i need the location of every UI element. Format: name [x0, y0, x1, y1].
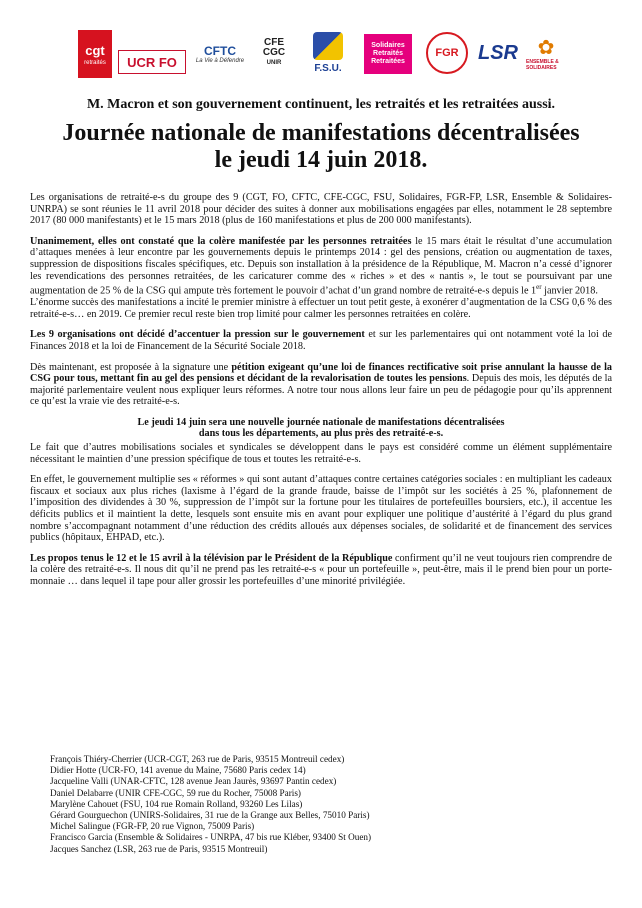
logo-bar: [78, 30, 568, 80]
signatory: Francisco Garcia (Ensemble & Solidaires - UNRPA, 47 bis rue Kléber, 93400 St Ouen): [50, 832, 372, 843]
announcement-line-2: dans tous les départements, au plus près des retraité-e-s.: [198, 428, 444, 440]
signatory: Jacques Sanchez (LSR, 263 rue de Paris, 93515 Montreuil): [50, 843, 268, 854]
ucr-fo-logo: [118, 50, 186, 74]
fgr-logo-text: FGR: [435, 47, 459, 59]
title-line-1: Journée nationale de manifestations décentralisées: [62, 120, 580, 146]
cfe-logo-text: CFE: [264, 37, 284, 48]
signatory: Daniel Delabarre (UNIR CFE-CGC, 59 rue du Rocher, 75008 Paris): [50, 787, 301, 798]
document-body: [30, 192, 612, 597]
cgc-logo-text: CGC: [262, 47, 286, 58]
unir-logo-text: UNIR: [266, 60, 282, 66]
paragraph-pressure-bold: Les 9 organisations ont décidé d’accentuer la pression sur le gouvernement: [30, 329, 365, 341]
cgt-logo-sub: retraités: [84, 59, 106, 66]
announcement-line-1: Le jeudi 14 juin sera une nouvelle journée nationale de manifestations décentralisées: [137, 416, 505, 428]
signatory: Michel Salingue (FGR-FP, 20 rue Vignon, 75009 Paris): [50, 821, 255, 832]
paragraph-anger-end: janvier 2018.: [541, 285, 598, 297]
paragraph-intro: Les organisations de retraité-e-s du groupe des 9 (CGT, FO, CFTC, CFE-CGC, FSU, Solidaires, FGR-FP, LSR, Ensemble & Solidaires-UNRPA) se sont réunies le 11 avril 2018 pour décider des suites à donner aux mobilisations engagées par elles, notamment le 28 septembre 2017 (80 000 manifestants) et le 15 mars 2018 (plus de 160 manifestations et plus de 200 000 manifestants).: [30, 192, 612, 227]
signatory: Gérard Gourguechon (UNIRS-Solidaires, 31 rue de la Grange aux Belles, 75010 Paris): [50, 810, 370, 821]
signatory: Didier Hotte (UCR-FO, 141 avenue du Maine, 75680 Paris cedex 14): [50, 765, 306, 776]
title-line-2: le jeudi 14 juin 2018.: [214, 147, 428, 173]
ucr-fo-logo-text: UCR FO: [127, 54, 177, 70]
signatories-list: [50, 754, 570, 855]
paragraph-csg: L’énorme succès des manifestations a incité le premier ministre à effectuer un tout petit geste, à exonérer d’augmentation de la CSG 0,6 % des retraité-e-s… en 2019. Ce premier recul reste bien trop limité pour calmer les personnes retraitées en colère.: [30, 297, 612, 320]
cfe-cgc-logo: [254, 32, 294, 74]
cgt-logo-text: cgt: [85, 42, 105, 58]
signatory: François Thiéry-Cherrier (UCR-CGT, 263 rue de Paris, 93515 Montreuil cedex): [50, 754, 345, 764]
page-title: [30, 120, 612, 174]
fsu-logo-text: F.S.U.: [314, 63, 342, 74]
cftc-logo-sub: La Vie à Défendre: [195, 58, 245, 64]
fsu-logo-mark: [313, 32, 343, 60]
flower-icon: ✿: [537, 37, 555, 59]
superscript-er: er: [536, 283, 542, 292]
paragraph-anger: [30, 236, 612, 297]
lsr-logo: [478, 36, 518, 70]
paragraph-pressure: [30, 329, 612, 352]
page-subtitle: M. Macron et son gouvernement continuent, les retraités et les retraitées aussi.: [86, 97, 556, 112]
solidaires-logo-text: Solidaires Retraités Retraitées: [371, 42, 405, 65]
ensemble-solidaires-logo: [526, 30, 566, 78]
paragraph-president-bold: Les propos tenus le 12 et le 15 avril à la télévision par le Président de la République: [30, 552, 393, 564]
paragraph-president-text: confirment qu’il ne veut toujours rien comprendre de la colère des retraité-e-s. Il nous dit qu’il ne prend pas les retraité-e-s « pour un portefeuille », peut-être, mais il le prend bien pour un porte-monnaie … dans lequel il tape pour aller grossir les portefeuilles d’une minorité privilégiée.: [30, 552, 613, 588]
paragraph-pressure-text: et sur les parlementaires qui ont notamment voté la loi de Finances 2018 et la loi de Financement de la Sécurité Sociale 2018.: [30, 329, 612, 352]
announcement: [30, 417, 612, 440]
fgr-fp-logo: [426, 32, 468, 74]
paragraph-reforms: En effet, le gouvernement multiplie ses « réformes » qui sont autant d’attaques contre certaines catégories sociales : en multipliant les cadeaux fiscaux et sociaux aux plus riches (laxisme à l’égard de la grande fraude, baisse de l’impôt sur les sociétés à 25 %, plafonnement de l’imposition des dividendes à 30 %, suppression de l’impôt sur la fortune pour les titulaires de portefeuilles boursiers, etc.), il accentue les déficits publics et il maintient la dette, lesquels sont ensuite mis en avant pour expliquer une politique d’austérité à l’égard du plus grand nombre s’accompagnant notamment d’une réduction des crédits alloués aux dépenses sociales, de solidarité et de financement des services publics (hôpitaux, EHPAD, etc.).: [30, 474, 612, 544]
fsu-logo: [308, 30, 348, 76]
cftc-logo-text: CFTC: [204, 44, 236, 58]
lsr-logo-text: LSR: [478, 41, 518, 64]
signatory: Jacqueline Valli (UNAR-CFTC, 128 avenue Jean Jaurès, 93697 Pantin cedex): [50, 776, 337, 787]
cgt-logo: [78, 30, 112, 78]
paragraph-mobilisations: Le fait que d’autres mobilisations sociales et syndicales se développent dans le pays est considéré comme un élément supplémentaire nécessitant le maintien d’une pression spécifique de tous et toutes les retraité-e-s.: [30, 442, 612, 465]
paragraph-petition: [30, 362, 612, 408]
solidaires-logo: [364, 34, 412, 74]
paragraph-anger-bold: Unanimement, elles ont constaté que la colère manifestée par les personnes retraitées: [30, 235, 412, 247]
cftc-logo: [192, 36, 248, 72]
paragraph-anger-text: le 15 mars était le résultat d’une accumulation d’attaques menées à leur encontre par les gouvernements depuis le printemps 2014 : gel des pensions, création ou augmentation de taxes, suppression de dispositions fiscales spécifiques, etc. Depuis son installation à la présidence de la République, M. Macron n’a cessé d’ignorer les revendications des personnes retraitées, de les caricaturer comme des « riches » et des « nantis », le tout se poursuivant par une augmentation de 25 % de la CSG qui ampute très fortement le pouvoir d’achat d’un grand nombre de retraité-e-s depuis le 1: [30, 235, 613, 297]
signatory: Marylène Cahouet (FSU, 104 rue Romain Rolland, 93260 Les Lilas): [50, 798, 303, 809]
paragraph-petition-bold: pétition exigeant qu’une loi de finances rectificative soit prise annulant la hausse de la CSG pour tous, mettant fin au gel des pensions et décidant de la revalorisation de toutes les pensions: [30, 361, 613, 385]
paragraph-president: [30, 553, 612, 588]
paragraph-petition-text: . Depuis des mois, les députés de la majorité parlementaire veulent nous expliquer leurs réformes. A notre tour nous allons leur faire un peu de pédagogie pour qu’ils apprennent ce qu’est la vraie vie des retraité-e-s.: [30, 373, 612, 408]
ensemble-logo-text: ENSEMBLE & SOLIDAIRES: [526, 59, 559, 71]
paragraph-petition-start: Dès maintenant, est proposée à la signature une: [30, 361, 232, 373]
